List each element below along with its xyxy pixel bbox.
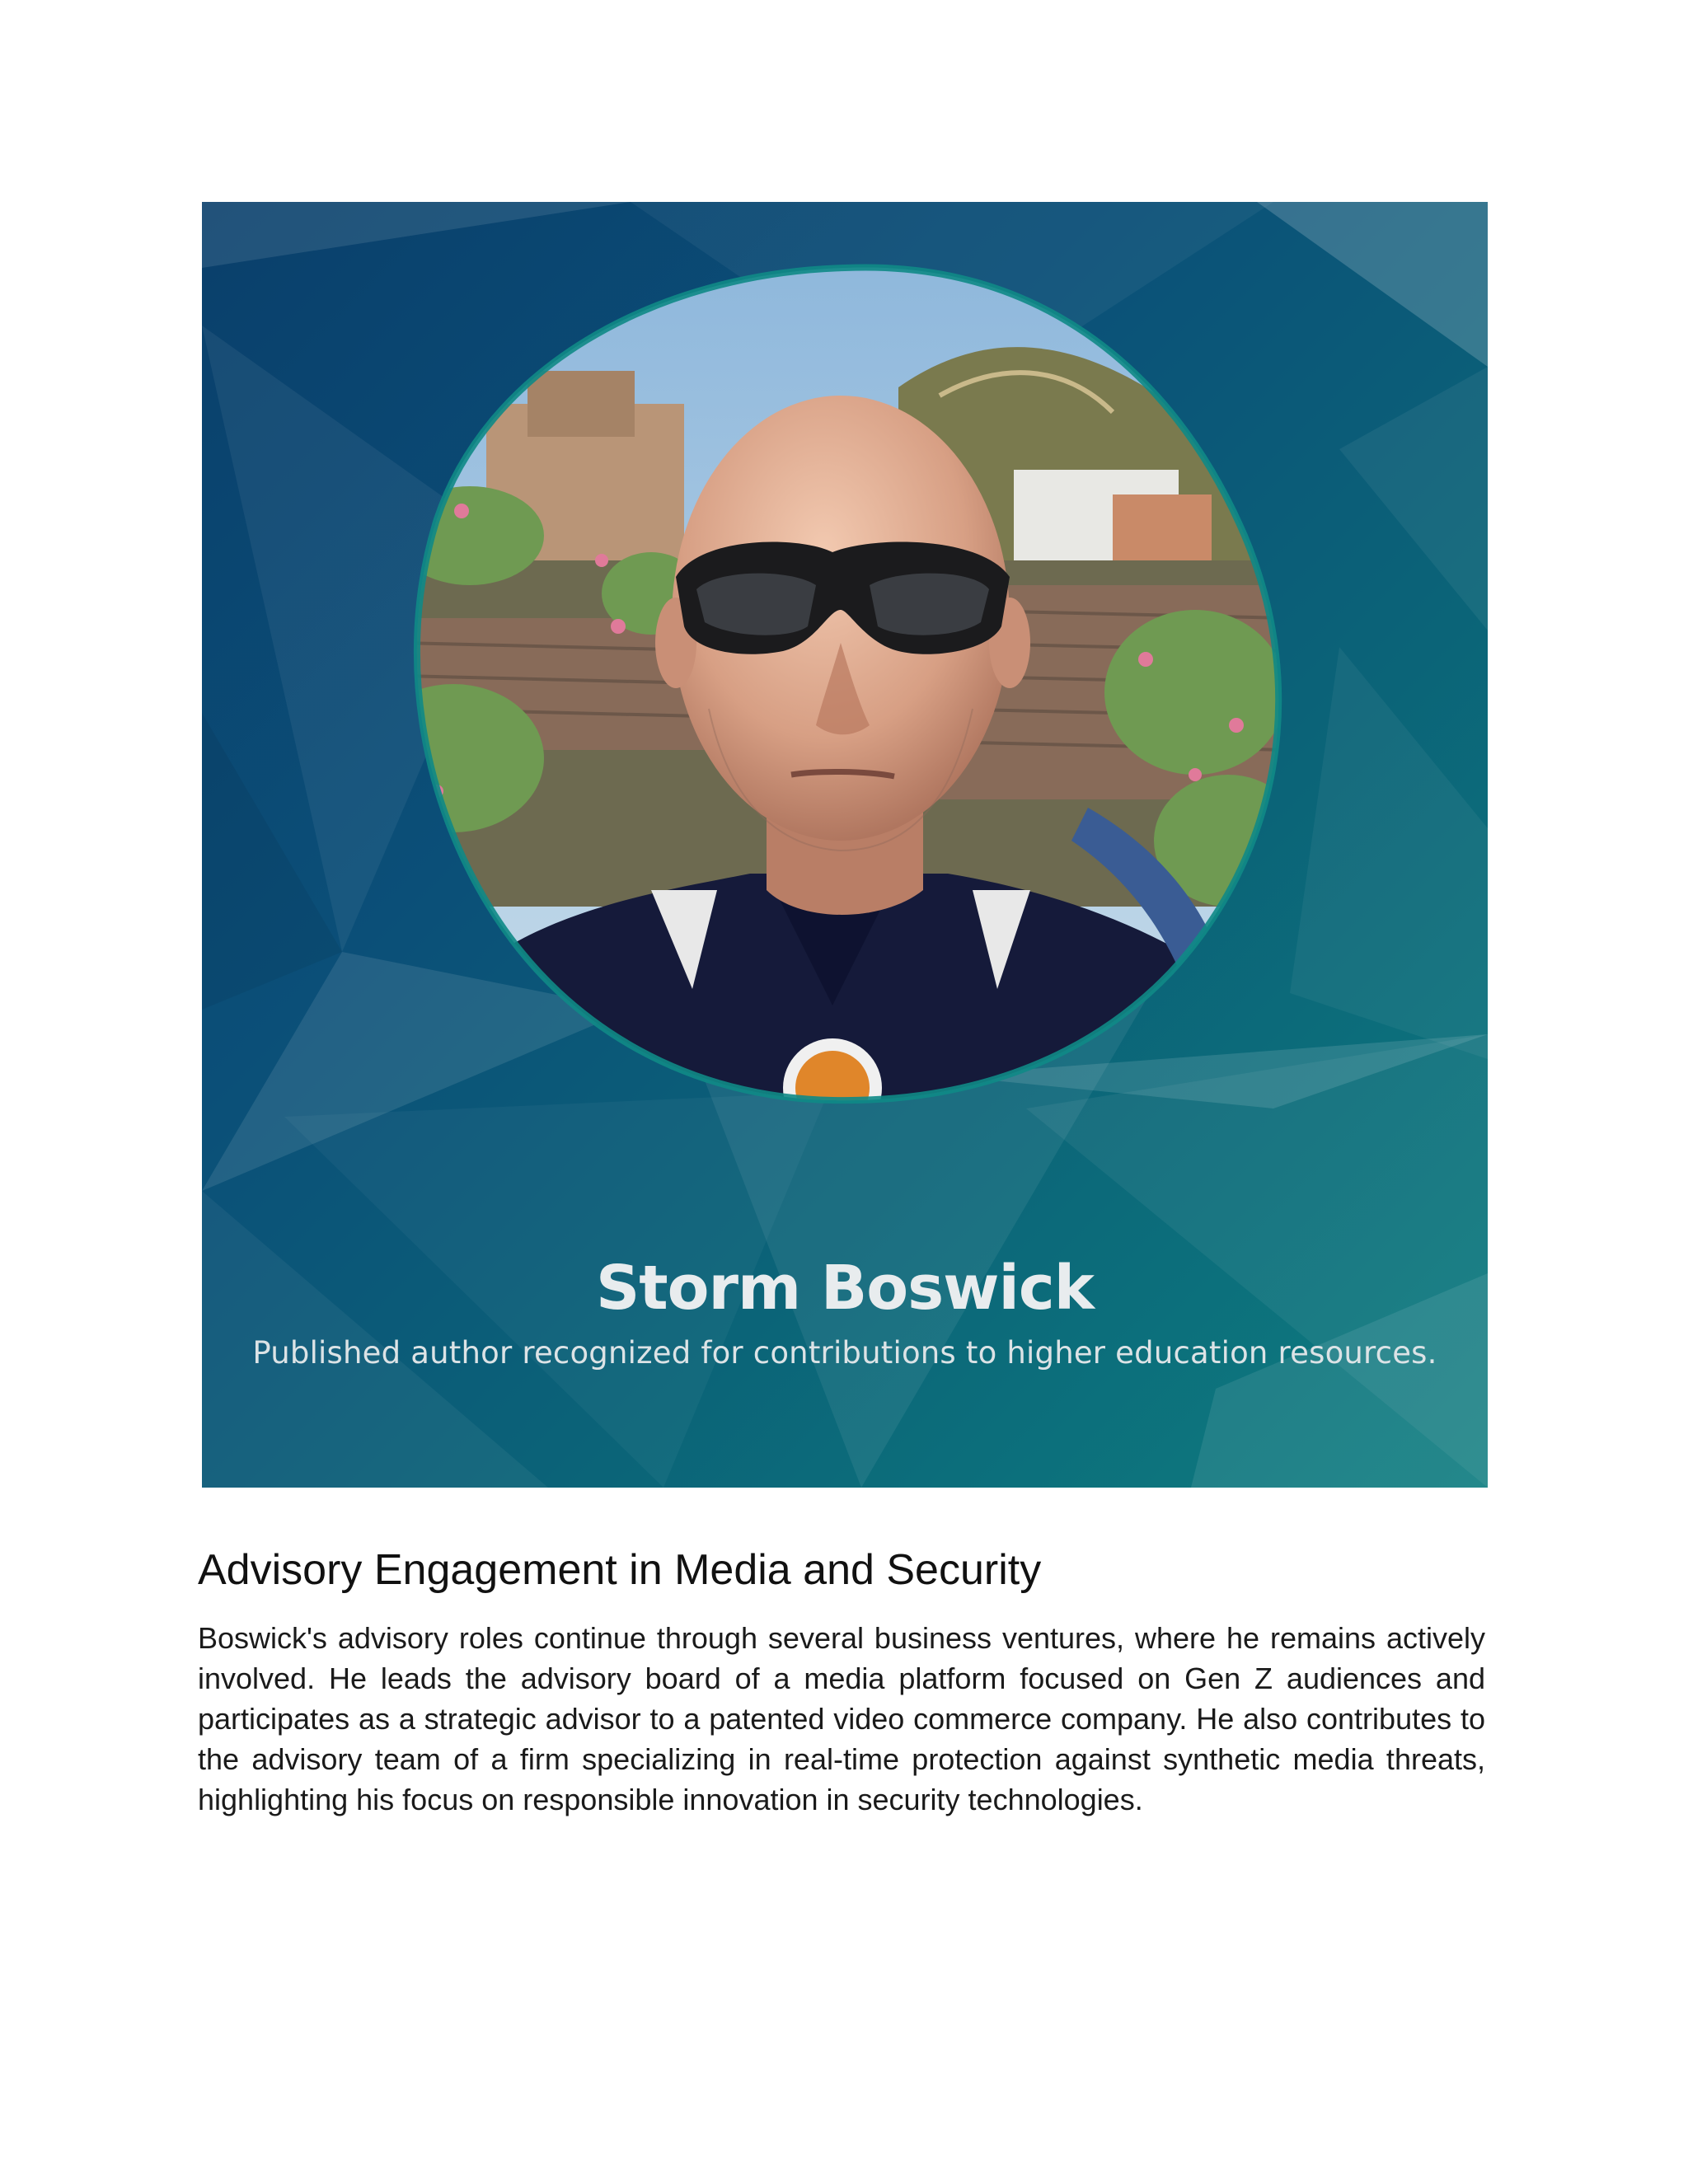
person-tagline: Published author recognized for contributions to higher education resources. (252, 1335, 1437, 1371)
person-name: Storm Boswick (596, 1253, 1094, 1324)
section-heading: Advisory Engagement in Media and Security (198, 1546, 1042, 1594)
section-body: Boswick's advisory roles continue through several business ventures, where he remains actively involved. He leads the advisory board of a media platform focused on Gen Z audiences and participates as a strategic advisor to a patented video commerce company. He also contributes to the advisory team of a firm specializing in real-time protection against synthetic media threats, highlighting his focus on responsible innovation in security technologies. (198, 1621, 1485, 1816)
profile-banner (202, 202, 1488, 1488)
profile-photo (404, 264, 1286, 1104)
portrait-image (404, 264, 1286, 1104)
